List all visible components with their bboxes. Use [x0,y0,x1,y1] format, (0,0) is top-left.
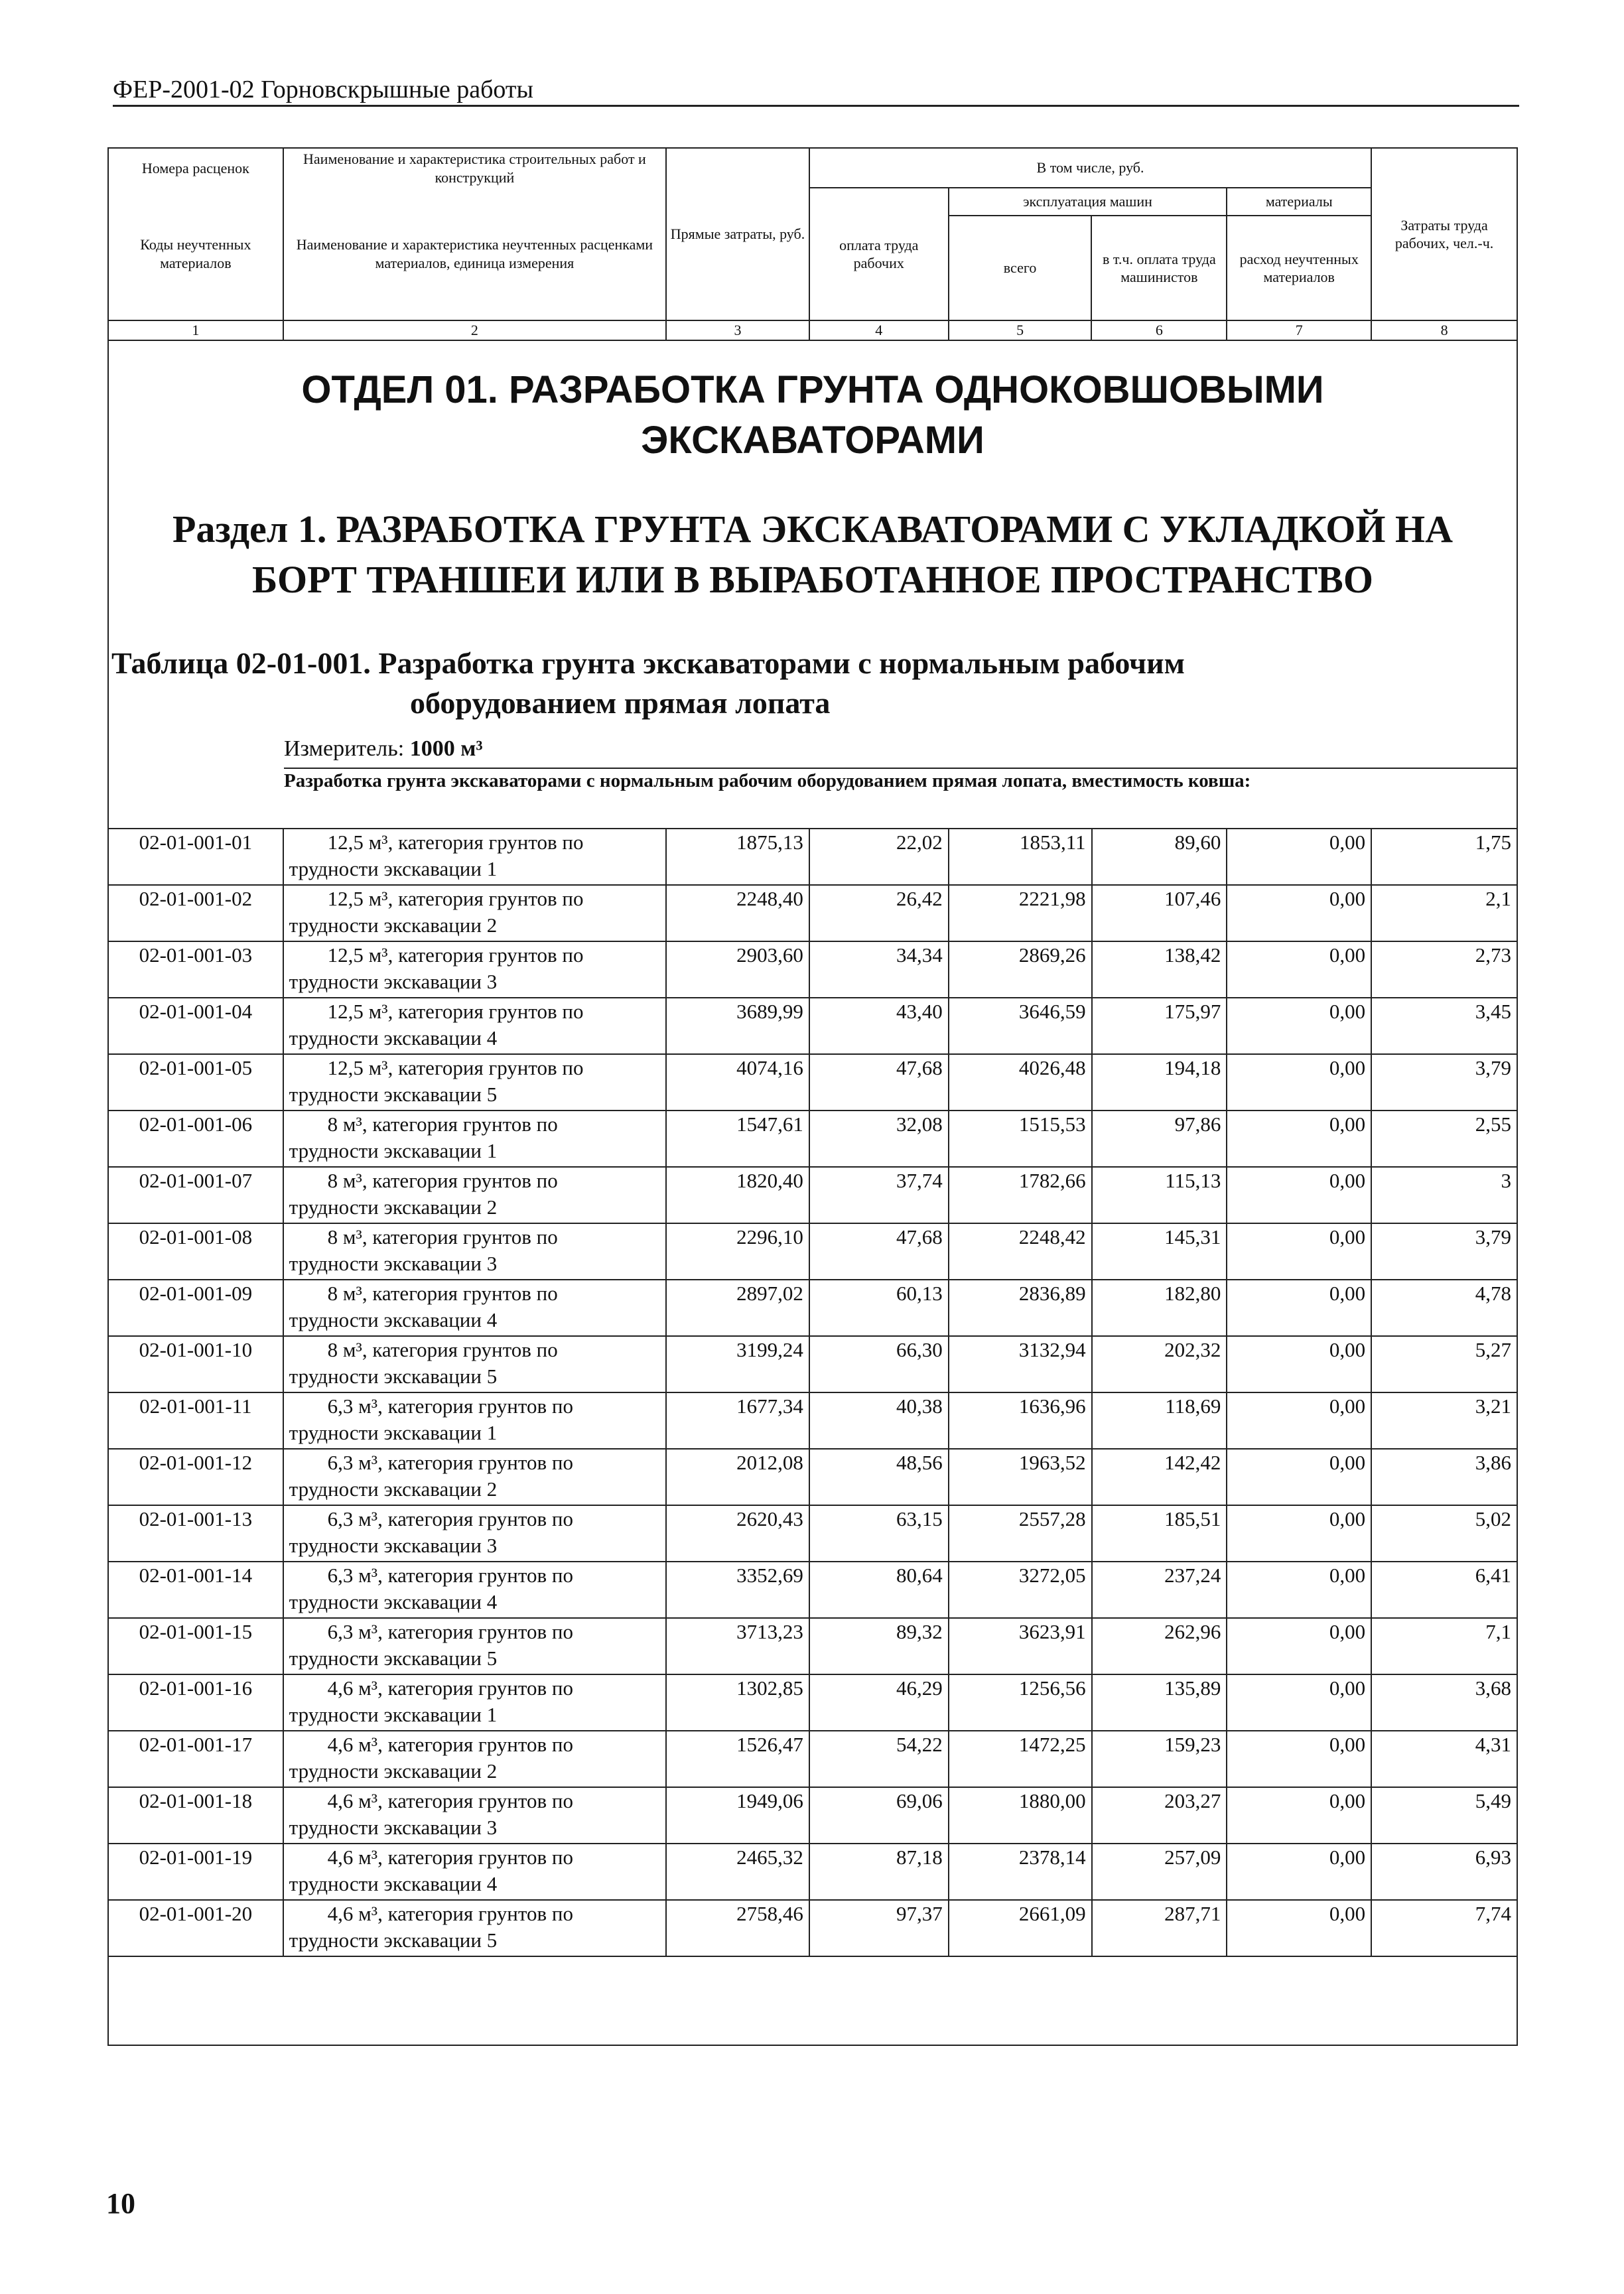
col2-bottom-header: Наименование и характеристика неучтенных расценками материалов, единица измерения [283,188,666,320]
work-description-line: трудности экскавации 2 [289,1759,498,1783]
rate-code: 02-01-001-02 [108,885,283,941]
col8-header: Затраты труда рабочих, чел.-ч. [1371,148,1517,320]
cell-c4: 60,13 [809,1280,949,1336]
work-description [283,1336,666,1392]
cell-c5: 1963,52 [949,1449,1092,1505]
rate-code: 02-01-001-13 [108,1505,283,1562]
cell-c5: 3272,05 [949,1562,1092,1618]
work-description-line: 4,6 м³, категория грунтов по [327,1789,573,1812]
cell-c3: 2897,02 [666,1280,809,1336]
cell-c5: 1636,96 [949,1392,1092,1449]
cell-c7: 0,00 [1227,941,1371,998]
measure-label: Измеритель: [284,736,405,761]
work-description-line: 12,5 м³, категория грунтов по [327,887,584,910]
work-description-line: трудности экскавации 3 [289,1534,498,1557]
table-row [108,1223,1517,1280]
department-heading [107,365,1518,466]
col1-top-header: Номера расценок [108,148,283,188]
work-description [283,1562,666,1618]
work-description-line: 8 м³, категория грунтов по [327,1282,558,1305]
table-row [108,1167,1517,1223]
work-description-line: 4,6 м³, категория грунтов по [327,1676,573,1700]
cell-c3: 1820,40 [666,1167,809,1223]
work-description [283,941,666,998]
work-description [283,1674,666,1731]
section-heading-line: БОРТ ТРАНШЕИ ИЛИ В ВЫРАБОТАННОЕ ПРОСТРАНСТВО [252,558,1373,601]
cell-c6: 194,18 [1092,1054,1227,1111]
rate-code: 02-01-001-04 [108,998,283,1054]
rate-code: 02-01-001-05 [108,1054,283,1111]
cell-c5: 2869,26 [949,941,1092,998]
cell-c4: 80,64 [809,1562,949,1618]
cell-c8: 7,74 [1371,1900,1517,1956]
rate-code: 02-01-001-17 [108,1731,283,1787]
group-heading: Разработка грунта экскаваторами с нормальным рабочим оборудованием прямая лопата, вместимость ковша: [284,768,1518,793]
cell-c5: 2557,28 [949,1505,1092,1562]
cell-c7: 0,00 [1227,1844,1371,1900]
cell-c7: 0,00 [1227,1167,1371,1223]
rate-code: 02-01-001-10 [108,1336,283,1392]
cell-c4: 47,68 [809,1223,949,1280]
cell-c6: 142,42 [1092,1449,1227,1505]
work-description [283,829,666,885]
work-description-line: 6,3 м³, категория грунтов по [327,1394,573,1418]
cell-c7: 0,00 [1227,1449,1371,1505]
measure-value: 1000 м³ [409,736,483,761]
cell-c5: 3132,94 [949,1336,1092,1392]
rate-code: 02-01-001-14 [108,1562,283,1618]
cell-c5: 2836,89 [949,1280,1092,1336]
cell-c3: 2012,08 [666,1449,809,1505]
cell-c8: 4,78 [1371,1280,1517,1336]
work-description-line: 12,5 м³, категория грунтов по [327,1000,584,1023]
cell-c5: 3646,59 [949,998,1092,1054]
col5-header: всего [949,216,1092,320]
col-number: 3 [666,320,809,340]
table-row [108,1054,1517,1111]
work-description [283,1223,666,1280]
table-row [108,1449,1517,1505]
work-description-line: 8 м³, категория грунтов по [327,1225,558,1248]
col-number: 6 [1091,320,1227,340]
cell-c3: 2296,10 [666,1223,809,1280]
cell-c4: 69,06 [809,1787,949,1844]
work-description-line: 6,3 м³, категория грунтов по [327,1620,573,1643]
cell-c5: 2221,98 [949,885,1092,941]
cell-c6: 107,46 [1092,885,1227,941]
work-description [283,1505,666,1562]
cell-c6: 202,32 [1092,1336,1227,1392]
cell-c8: 3,21 [1371,1392,1517,1449]
cell-c8: 2,55 [1371,1111,1517,1167]
work-description [283,885,666,941]
cell-c8: 3,45 [1371,998,1517,1054]
cell-c8: 5,27 [1371,1336,1517,1392]
cell-c4: 54,22 [809,1731,949,1787]
work-description [283,998,666,1054]
table-row [108,1674,1517,1731]
cell-c8: 6,41 [1371,1562,1517,1618]
cell-c8: 5,02 [1371,1505,1517,1562]
page-header: ФЕР-2001-02 Горновскрышные работы [113,74,1519,107]
cell-c6: 185,51 [1092,1505,1227,1562]
cell-c8: 7,1 [1371,1618,1517,1674]
col-number: 7 [1227,320,1371,340]
cell-c8: 3,79 [1371,1223,1517,1280]
cell-c4: 40,38 [809,1392,949,1449]
cell-c3: 3199,24 [666,1336,809,1392]
cell-c3: 1677,34 [666,1392,809,1449]
work-description-line: 12,5 м³, категория грунтов по [327,943,584,967]
table-row [108,1280,1517,1336]
table-title [111,643,1505,723]
col4-header: оплата труда рабочих [809,188,949,320]
cell-c5: 2378,14 [949,1844,1092,1900]
cell-c7: 0,00 [1227,1111,1371,1167]
cell-c3: 1302,85 [666,1674,809,1731]
work-description [283,1900,666,1956]
cell-c6: 262,96 [1092,1618,1227,1674]
col2-top-header: Наименование и характеристика строительных работ и конструкций [283,148,666,188]
measure-unit [284,735,483,763]
cell-c6: 237,24 [1092,1562,1227,1618]
work-description [283,1731,666,1787]
cell-c4: 32,08 [809,1111,949,1167]
cell-c5: 1515,53 [949,1111,1092,1167]
work-description-line: трудности экскавации 1 [289,1421,498,1444]
cell-c8: 3,86 [1371,1449,1517,1505]
cell-c3: 1526,47 [666,1731,809,1787]
work-description-line: трудности экскавации 5 [289,1647,498,1670]
cell-c3: 2465,32 [666,1844,809,1900]
table-row [108,1618,1517,1674]
col-number: 1 [108,320,283,340]
rate-code: 02-01-001-16 [108,1674,283,1731]
work-description-line: 4,6 м³, категория грунтов по [327,1902,573,1925]
cell-c6: 287,71 [1092,1900,1227,1956]
cell-c5: 1472,25 [949,1731,1092,1787]
cell-c3: 2620,43 [666,1505,809,1562]
work-description-line: 4,6 м³, категория грунтов по [327,1846,573,1869]
cell-c8: 3 [1371,1167,1517,1223]
cell-c7: 0,00 [1227,1336,1371,1392]
work-description-line: трудности экскавации 2 [289,913,498,937]
work-description-line: 8 м³, категория грунтов по [327,1113,558,1136]
table-row [108,1336,1517,1392]
cell-c6: 182,80 [1092,1280,1227,1336]
work-description [283,1167,666,1223]
cell-c3: 1547,61 [666,1111,809,1167]
cell-c4: 46,29 [809,1674,949,1731]
cell-c6: 115,13 [1092,1167,1227,1223]
section-heading-line: Раздел 1. РАЗРАБОТКА ГРУНТА ЭКСКАВАТОРАМИ С УКЛАДКОЙ НА [172,507,1453,551]
work-description-line: 6,3 м³, категория грунтов по [327,1564,573,1587]
work-description [283,1618,666,1674]
table-row [108,1392,1517,1449]
cell-c6: 89,60 [1092,829,1227,885]
cell-c8: 4,31 [1371,1731,1517,1787]
work-description [283,1787,666,1844]
cell-c6: 159,23 [1092,1731,1227,1787]
rate-code: 02-01-001-11 [108,1392,283,1449]
cell-c6: 175,97 [1092,998,1227,1054]
col-number: 2 [283,320,666,340]
including-header: В том числе, руб. [809,148,1371,188]
cell-c5: 1782,66 [949,1167,1092,1223]
cell-c8: 1,75 [1371,829,1517,885]
cell-c7: 0,00 [1227,1787,1371,1844]
cell-c7: 0,00 [1227,1392,1371,1449]
cell-c4: 43,40 [809,998,949,1054]
cell-c5: 4026,48 [949,1054,1092,1111]
col7-header: расход неучтенных материалов [1227,216,1371,320]
rate-code: 02-01-001-20 [108,1900,283,1956]
department-heading-line: ЭКСКАВАТОРАМИ [641,419,984,462]
cell-c4: 37,74 [809,1167,949,1223]
cell-c4: 47,68 [809,1054,949,1111]
work-description-line: трудности экскавации 3 [289,1252,498,1275]
rate-code: 02-01-001-07 [108,1167,283,1223]
cell-c7: 0,00 [1227,1618,1371,1674]
work-description-line: трудности экскавации 1 [289,857,498,880]
cell-c7: 0,00 [1227,1280,1371,1336]
section-heading [107,504,1518,605]
cell-c6: 203,27 [1092,1787,1227,1844]
rate-code: 02-01-001-15 [108,1618,283,1674]
cell-c3: 1949,06 [666,1787,809,1844]
cell-c6: 138,42 [1092,941,1227,998]
rate-code: 02-01-001-18 [108,1787,283,1844]
cell-c4: 66,30 [809,1336,949,1392]
rate-code: 02-01-001-08 [108,1223,283,1280]
table-row [108,1844,1517,1900]
work-description-line: трудности экскавации 5 [289,1928,498,1952]
table-title-line: Таблица 02-01-001. Разработка грунта экскаваторами с нормальным рабочим [111,646,1185,680]
work-description-line: трудности экскавации 2 [289,1195,498,1219]
cell-c7: 0,00 [1227,1562,1371,1618]
cell-c6: 257,09 [1092,1844,1227,1900]
cell-c4: 48,56 [809,1449,949,1505]
col6-header: в т.ч. оплата труда машинистов [1091,216,1227,320]
table-row [108,1505,1517,1562]
cell-c7: 0,00 [1227,1223,1371,1280]
cell-c3: 1875,13 [666,829,809,885]
table-row [108,1731,1517,1787]
cell-c4: 87,18 [809,1844,949,1900]
cell-c8: 6,93 [1371,1844,1517,1900]
table-title-line: оборудованием прямая лопата [410,686,831,720]
materials-header: материалы [1227,188,1371,216]
work-description-line: трудности экскавации 1 [289,1703,498,1726]
work-description-line: 8 м³, категория грунтов по [327,1169,558,1192]
work-description-line: 12,5 м³, категория грунтов по [327,831,584,854]
cell-c4: 26,42 [809,885,949,941]
col-number: 8 [1371,320,1517,340]
cell-c5: 2248,42 [949,1223,1092,1280]
cell-c4: 63,15 [809,1505,949,1562]
cell-c7: 0,00 [1227,1731,1371,1787]
cell-c7: 0,00 [1227,998,1371,1054]
col3-header: Прямые затраты, руб. [666,148,809,320]
machines-header: эксплуатация машин [949,188,1227,216]
cell-c8: 3,68 [1371,1674,1517,1731]
cell-c3: 3713,23 [666,1618,809,1674]
work-description [283,1392,666,1449]
cell-c3: 2248,40 [666,885,809,941]
cell-c7: 0,00 [1227,1054,1371,1111]
cell-c6: 145,31 [1092,1223,1227,1280]
cell-c5: 2661,09 [949,1900,1092,1956]
col-number: 4 [809,320,949,340]
cell-c4: 97,37 [809,1900,949,1956]
cell-c6: 97,86 [1092,1111,1227,1167]
cell-c3: 3689,99 [666,998,809,1054]
work-description-line: трудности экскавации 4 [289,1590,498,1613]
rates-table [107,828,1518,1957]
work-description [283,1449,666,1505]
table-row [108,829,1517,885]
department-heading-line: ОТДЕЛ 01. РАЗРАБОТКА ГРУНТА ОДНОКОВШОВЫМИ [301,368,1324,411]
rate-code: 02-01-001-12 [108,1449,283,1505]
work-description-line: 4,6 м³, категория грунтов по [327,1733,573,1756]
rate-code: 02-01-001-01 [108,829,283,885]
table-row [108,1562,1517,1618]
work-description-line: трудности экскавации 3 [289,1816,498,1839]
col-number: 5 [949,320,1092,340]
page-number: 10 [106,2187,135,2220]
cell-c8: 5,49 [1371,1787,1517,1844]
col1-bottom-header: Коды неучтенных материалов [108,188,283,320]
work-description-line: трудности экскавации 4 [289,1308,498,1331]
work-description-line: трудности экскавации 3 [289,970,498,993]
cell-c6: 135,89 [1092,1674,1227,1731]
cell-c8: 2,73 [1371,941,1517,998]
cell-c7: 0,00 [1227,829,1371,885]
cell-c5: 1256,56 [949,1674,1092,1731]
cell-c3: 2758,46 [666,1900,809,1956]
work-description-line: трудности экскавации 2 [289,1477,498,1501]
work-description [283,1054,666,1111]
cell-c8: 2,1 [1371,885,1517,941]
work-description-line: 8 м³, категория грунтов по [327,1338,558,1361]
cell-c3: 4074,16 [666,1054,809,1111]
cell-c7: 0,00 [1227,1505,1371,1562]
rate-code: 02-01-001-03 [108,941,283,998]
table-row [108,1787,1517,1844]
work-description-line: 6,3 м³, категория грунтов по [327,1507,573,1530]
work-description-line: 12,5 м³, категория грунтов по [327,1056,584,1079]
table-row [108,941,1517,998]
cell-c4: 22,02 [809,829,949,885]
cell-c5: 3623,91 [949,1618,1092,1674]
work-description [283,1844,666,1900]
rate-code: 02-01-001-09 [108,1280,283,1336]
cell-c5: 1853,11 [949,829,1092,885]
cell-c5: 1880,00 [949,1787,1092,1844]
work-description-line: трудности экскавации 4 [289,1872,498,1895]
table-row [108,998,1517,1054]
cell-c7: 0,00 [1227,1674,1371,1731]
work-description-line: трудности экскавации 5 [289,1365,498,1388]
cell-c4: 89,32 [809,1618,949,1674]
work-description [283,1111,666,1167]
work-description-line: 6,3 м³, категория грунтов по [327,1451,573,1474]
work-description-line: трудности экскавации 5 [289,1083,498,1106]
cell-c7: 0,00 [1227,885,1371,941]
rate-code: 02-01-001-06 [108,1111,283,1167]
rate-code: 02-01-001-19 [108,1844,283,1900]
table-row [108,1900,1517,1956]
table-row [108,1111,1517,1167]
table-row [108,885,1517,941]
work-description-line: трудности экскавации 4 [289,1026,498,1049]
cell-c8: 3,79 [1371,1054,1517,1111]
cell-c3: 3352,69 [666,1562,809,1618]
column-header-table [107,147,1518,341]
work-description-line: трудности экскавации 1 [289,1139,498,1162]
cell-c3: 2903,60 [666,941,809,998]
work-description [283,1280,666,1336]
cell-c7: 0,00 [1227,1900,1371,1956]
cell-c6: 118,69 [1092,1392,1227,1449]
cell-c4: 34,34 [809,941,949,998]
